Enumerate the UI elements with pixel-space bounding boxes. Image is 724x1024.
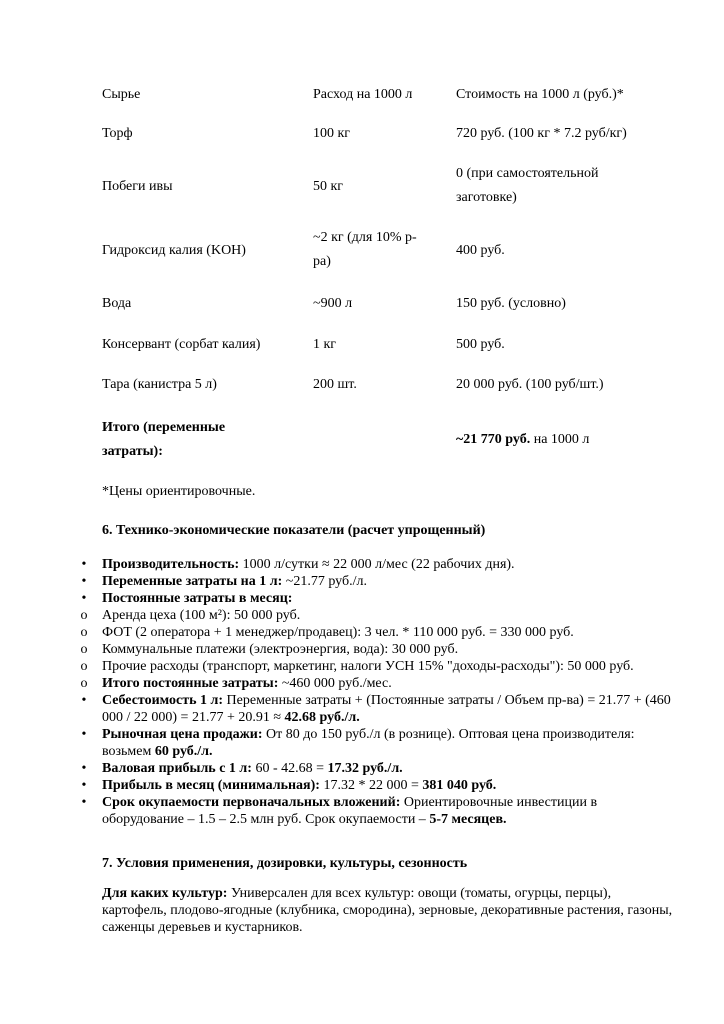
- list-item-text: ФОТ (2 оператора + 1 менеджер/продавец): 3 чел. * 110 000 руб. = 330 000 руб.: [102, 625, 574, 640]
- total-amount: ~21 770 руб.: [456, 432, 531, 447]
- list-item-text: 1000 л/сутки ≈ 22 000 л/мес (22 рабочих дня).: [239, 557, 515, 572]
- table-header-cost: Стоимость на 1000 л (руб.)*: [456, 87, 624, 102]
- list-item-text: Переменные затраты + (Постоянные затраты / Объем пр-ва) = 21.77 + (460 000 / 22 000) = 21.77 + 20.91 ≈: [102, 693, 671, 725]
- circle-bullet-icon: o: [80, 659, 88, 674]
- list-item: [81, 794, 682, 828]
- circle-bullet-icon: o: [80, 625, 88, 640]
- list-item-result: 381 040 руб.: [422, 778, 497, 793]
- list-item-text: Коммунальные платежи (электроэнергия, вода): 30 000 руб.: [102, 642, 459, 657]
- list-item-text: 17.32 * 22 000 =: [319, 778, 423, 793]
- list-item: [80, 607, 682, 624]
- table-total-value: [456, 431, 589, 448]
- list-item-text: ~460 000 руб./мес.: [278, 676, 392, 691]
- table-cell-material: Побеги ивы: [102, 179, 173, 194]
- para-text: Универсален для всех культур: овощи (томаты, огурцы, перцы), картофель, плодово-ягодные (клубника, смородина), зерновые, декоративные растения, газоны, саженцы деревьев и кустарников.: [102, 886, 673, 935]
- list-item-text: Аренда цеха (100 м²): 50 000 руб.: [102, 608, 301, 623]
- list-item: [81, 760, 682, 777]
- list-item-result: 42.68 руб./л.: [284, 710, 360, 725]
- list-item-text: От 80 до 150 руб./л (в рознице). Оптовая цена производителя: возьмем: [102, 727, 635, 759]
- list-item: [80, 658, 682, 675]
- table-total-label: Итого (переменные затраты):: [102, 420, 226, 459]
- table-cell-cost: 720 руб. (100 кг * 7.2 руб/кг): [456, 126, 627, 141]
- list-item: [81, 692, 682, 726]
- table-cell-material: Консервант (сорбат калия): [102, 337, 261, 352]
- bullet-icon: •: [81, 727, 87, 742]
- list-item: [80, 641, 682, 658]
- list-item: [81, 556, 682, 573]
- table-header-material: Сырье: [102, 87, 141, 102]
- table-header-amount: Расход на 1000 л: [313, 87, 413, 102]
- list-item-result: 5-7 месяцев.: [429, 812, 507, 827]
- section-6-list: [80, 556, 682, 828]
- table-cell-material: Гидроксид калия (KOH): [102, 243, 246, 258]
- table-cell-amount: ~2 кг (для 10% р-ра): [313, 230, 417, 269]
- list-item-label: Производительность:: [102, 557, 240, 572]
- list-item: [80, 675, 682, 692]
- bullet-icon: •: [81, 778, 87, 793]
- list-item: [81, 573, 682, 590]
- list-item-label: Валовая прибыль с 1 л:: [102, 761, 252, 776]
- table-footnote: *Цены ориентировочные.: [102, 484, 256, 499]
- table-cell-amount: ~900 л: [313, 296, 353, 311]
- table-cell-material: Тара (канистра 5 л): [102, 377, 217, 392]
- section-6-title: 6. Технико-экономические показатели (расчет упрощенный): [102, 523, 486, 538]
- list-item-label: Переменные затраты на 1 л:: [102, 574, 283, 589]
- bullet-icon: •: [81, 557, 87, 572]
- list-item-label: Срок окупаемости первоначальных вложений:: [102, 795, 401, 810]
- list-item-result: 60 руб./л.: [154, 744, 213, 759]
- list-item-label: Рыночная цена продажи:: [102, 727, 263, 742]
- bullet-icon: •: [81, 761, 87, 776]
- list-item-text: 60 - 42.68 =: [251, 761, 328, 776]
- circle-bullet-icon: o: [80, 676, 88, 691]
- bullet-icon: •: [81, 574, 87, 589]
- list-item-text: Ориентировочные инвестиции в оборудование – 1.5 – 2.5 млн руб. Срок окупаемости –: [102, 795, 598, 827]
- bullet-icon: •: [81, 693, 87, 708]
- list-item-label: Постоянные затраты в месяц:: [102, 591, 293, 606]
- bullet-icon: •: [81, 591, 87, 606]
- table-cell-cost: 150 руб. (условно): [456, 296, 566, 311]
- list-item-label: Итого постоянные затраты:: [102, 676, 279, 691]
- table-cell-cost: 400 руб.: [456, 243, 505, 258]
- circle-bullet-icon: o: [80, 608, 88, 623]
- table-cell-material: Вода: [102, 296, 132, 311]
- table-cell-cost: 0 (при самостоятельной заготовке): [456, 166, 599, 205]
- table-cell-amount: 100 кг: [313, 126, 351, 141]
- list-item-text: Прочие расходы (транспорт, маркетинг, налоги УСН 15% "доходы-расходы"): 50 000 руб.: [102, 659, 634, 674]
- list-item-result: 17.32 руб./л.: [327, 761, 403, 776]
- section-7-title: 7. Условия применения, дозировки, культуры, сезонность: [102, 856, 468, 871]
- table-cell-amount: 50 кг: [313, 179, 344, 194]
- list-item-label: Себестоимость 1 л:: [102, 693, 224, 708]
- circle-bullet-icon: o: [80, 642, 88, 657]
- table-cell-material: Торф: [102, 126, 133, 141]
- table-cell-cost: 500 руб.: [456, 337, 505, 352]
- section-7-paragraph: [102, 885, 677, 936]
- list-item: [81, 777, 682, 794]
- list-item: [81, 726, 682, 760]
- total-unit: на 1000 л: [530, 432, 590, 447]
- table-cell-amount: 1 кг: [313, 337, 337, 352]
- bullet-icon: •: [81, 795, 87, 810]
- list-item-label: Прибыль в месяц (минимальная):: [102, 778, 320, 793]
- para-label: Для каких культур:: [102, 886, 228, 901]
- table-cell-amount: 200 шт.: [313, 377, 357, 392]
- list-item-text: ~21.77 руб./л.: [282, 574, 367, 589]
- table-cell-cost: 20 000 руб. (100 руб/шт.): [456, 377, 604, 392]
- list-item: [80, 624, 682, 641]
- list-item: [81, 590, 682, 607]
